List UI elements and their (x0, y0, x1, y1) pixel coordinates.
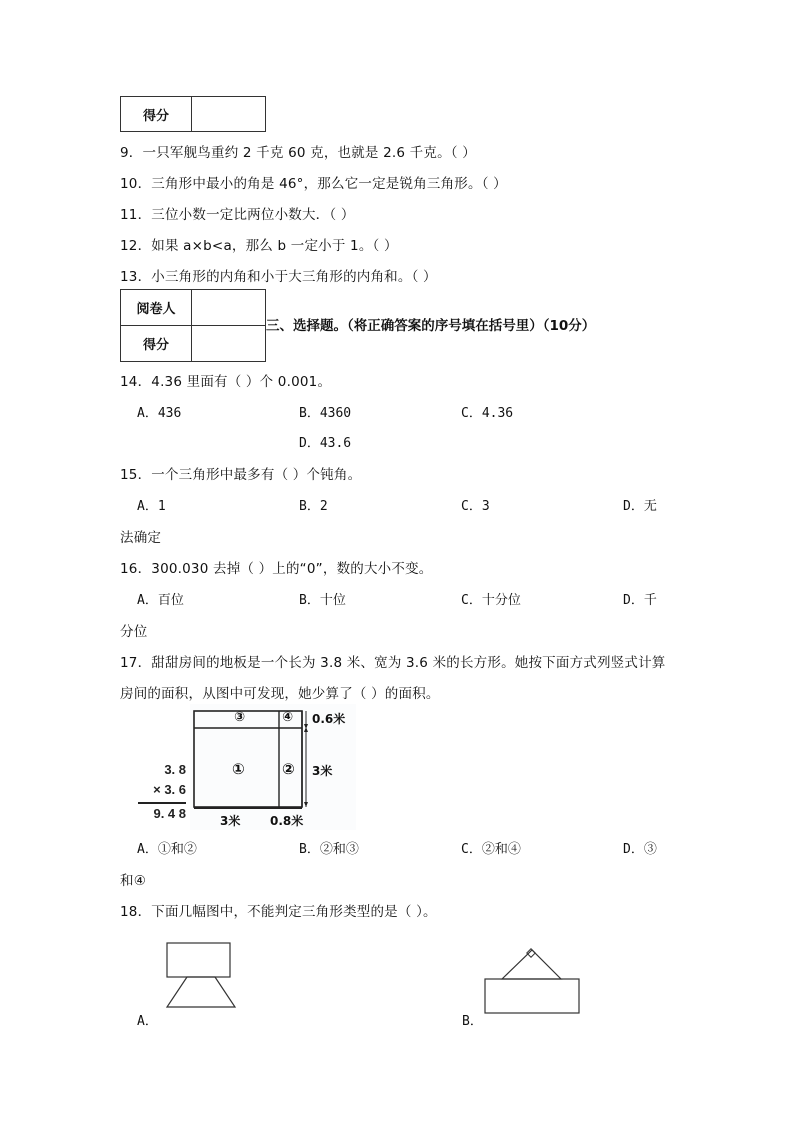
score-value-cell[interactable] (192, 326, 266, 362)
question-14: 14．4.36 里面有（ ）个 0.001。 (120, 374, 332, 390)
option-b[interactable]: B．②和③ (299, 842, 359, 857)
question-13: 13．小三角形的内角和小于大三角形的内角和。（ ） (120, 269, 437, 285)
option-a[interactable]: A．1 (137, 499, 166, 514)
question-11: 11．三位小数一定比两位小数大．（ ） (120, 207, 355, 223)
option-c[interactable]: C．4.36 (461, 406, 514, 421)
question-15: 15．一个三角形中最多有（ ）个钝角。 (120, 467, 362, 483)
section-title: 三、选择题。（将正确答案的序号填在括号里）（10分） (266, 318, 596, 334)
region-4-label: ④ (282, 710, 294, 725)
region-1-label: ① (232, 760, 245, 778)
question-17-line2: 房间的面积，从图中可发现，她少算了（ ）的面积。 (120, 686, 440, 702)
reviewer-score-box (120, 289, 266, 362)
option-d[interactable]: D．千 (623, 593, 657, 608)
option-d-wrap: 和④ (120, 873, 147, 889)
question-12: 12．如果 a×b<a，那么 b 一定小于 1。（ ） (120, 238, 398, 254)
question-17-line1: 17．甜甜房间的地板是一个长为 3.8 米、宽为 3.6 米的长方形。她按下面方式列竖式计算 (120, 655, 666, 671)
question-10: 10．三角形中最小的角是 46°，那么它一定是锐角三角形。（ ） (120, 176, 507, 192)
question-18: 18．下面几幅图中，不能判定三角形类型的是（ ）。 (120, 904, 437, 920)
dimension-top-label: 0.6米 (312, 712, 346, 726)
reviewer-label: 阅卷人 (121, 290, 192, 326)
option-b[interactable]: B． (462, 1014, 483, 1029)
option-d[interactable]: D．无 (623, 499, 657, 514)
dimension-right-label: 3米 (312, 764, 333, 778)
option-d-wrap: 分位 (120, 624, 148, 640)
option-c[interactable]: C．②和④ (461, 842, 521, 857)
figure-b-right-triangle-over-rect (480, 948, 585, 1020)
reviewer-value-cell[interactable] (192, 290, 266, 326)
question-9: 9．一只军舰鸟重约 2 千克 60 克，也就是 2.6 千克。（ ） (120, 145, 476, 161)
option-a[interactable]: A．①和② (137, 842, 197, 857)
floor-area-figure (190, 704, 356, 830)
score-label: 得分 (121, 326, 192, 362)
option-c[interactable]: C．十分位 (461, 593, 521, 608)
option-d[interactable]: D．③ (623, 842, 657, 857)
dimension-bottom-right-label: 0.8米 (270, 814, 304, 828)
score-box (120, 96, 266, 132)
dimension-bottom-left-label: 3米 (220, 814, 241, 828)
score-value-cell[interactable] (192, 97, 266, 132)
region-2-label: ② (282, 760, 295, 778)
option-a[interactable]: A．百位 (137, 593, 184, 608)
score-label: 得分 (121, 97, 192, 132)
option-a[interactable]: A． (137, 1014, 158, 1029)
option-c[interactable]: C．3 (461, 499, 490, 514)
option-b[interactable]: B．十位 (299, 593, 346, 608)
option-b[interactable]: B．4360 (299, 406, 352, 421)
figure-a-triangle-under-rect (160, 940, 240, 1010)
option-a[interactable]: A．436 (137, 406, 182, 421)
region-3-label: ③ (234, 710, 246, 725)
vertical-calculation: 3. 8 × 3. 6 9. 4 8 (138, 762, 186, 826)
question-16: 16．300.030 去掉（ ）上的“0”，数的大小不变。 (120, 561, 433, 577)
option-d[interactable]: D．43.6 (299, 436, 352, 451)
option-b[interactable]: B．2 (299, 499, 328, 514)
option-d-wrap: 法确定 (120, 530, 162, 546)
